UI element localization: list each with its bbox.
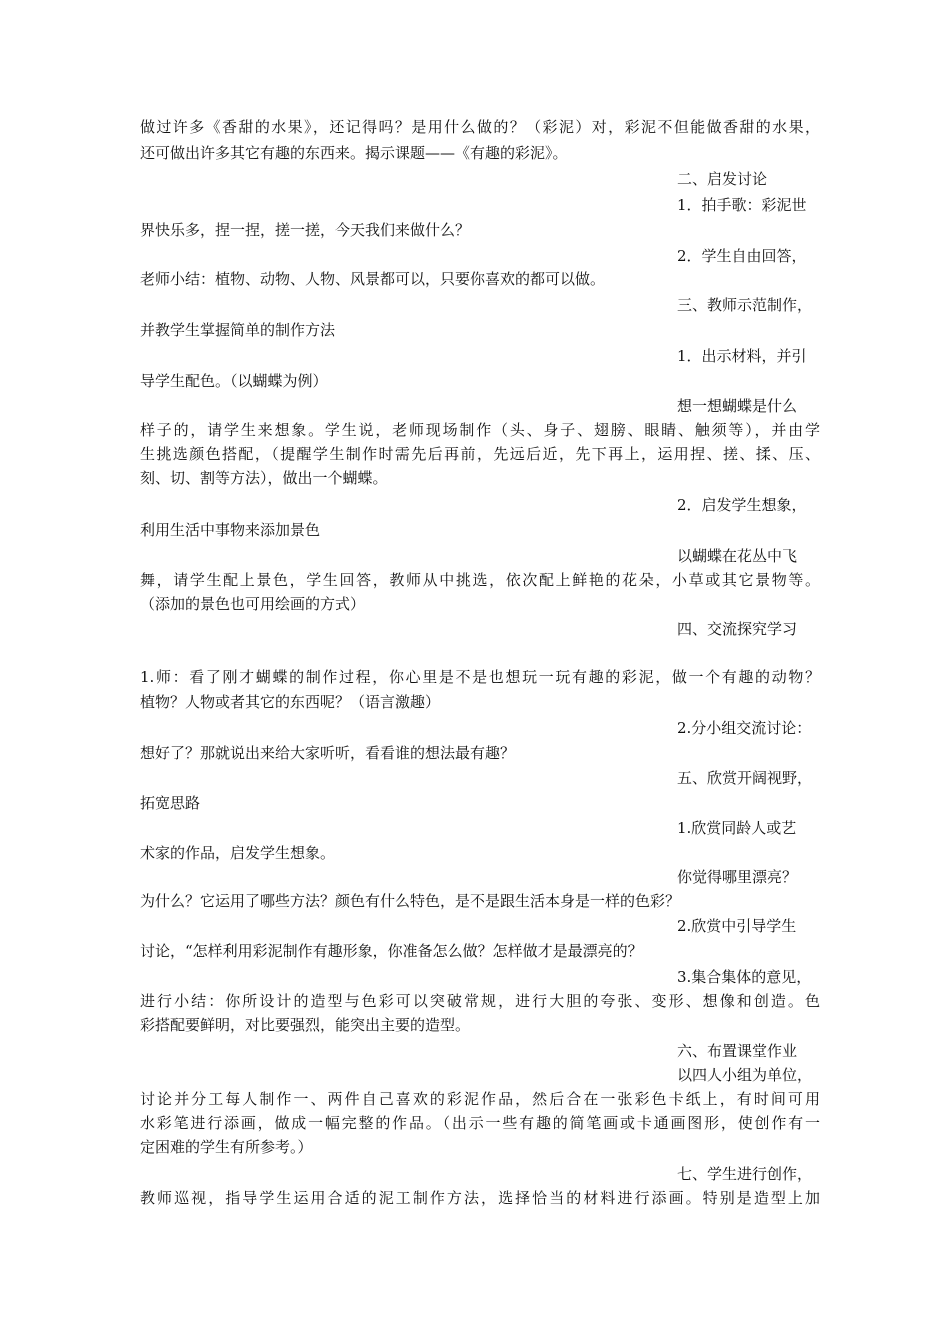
text-line: 2.分小组交流讨论：	[677, 719, 812, 737]
text-line: 为什么？它运用了哪些方法？颜色有什么特色，是不是跟生活本身是一样的色彩？	[140, 892, 681, 910]
text-line: 界快乐多，捏一捏，搓一搓，今天我们来做什么？	[140, 221, 471, 239]
text-line: （添加的景色也可用绘画的方式）	[140, 595, 366, 613]
text-line: 1.欣赏同龄人或艺	[677, 819, 797, 837]
text-line: 拓宽思路	[140, 794, 201, 812]
section-heading: 五、欣赏开阔视野，	[677, 769, 813, 787]
text-line: 舞，请学生配上景色，学生回答，教师从中挑选，依次配上鲜艳的花朵，小草或其它景物等。	[140, 571, 820, 589]
text-line: 教师巡视，指导学生运用合适的泥工制作方法，选择恰当的材料进行添画。特别是造型上加	[140, 1189, 820, 1207]
text-line: 3.集合集体的意见，	[677, 968, 812, 986]
text-line: 导学生配色。（以蝴蝶为例）	[140, 372, 328, 390]
text-line: 样子的，请学生来想象。学生说，老师现场制作（头、身子、翅膀、眼睛、触须等），并由学	[140, 421, 820, 439]
text-line: 以四人小组为单位，	[677, 1066, 813, 1084]
section-heading: 七、学生进行创作，	[677, 1165, 813, 1183]
text-line: 生挑选颜色搭配，（提醒学生制作时需先后再前，先远后近，先下再上，运用捏、搓、揉、压、	[140, 445, 820, 463]
text-line: 讨论，“怎样利用彩泥制作有趣形象，你准备怎么做？怎样做才是最漂亮的？	[140, 942, 643, 960]
text-line: 1．出示材料，并引	[677, 347, 807, 365]
text-line: 老师小结：植物、动物、人物、风景都可以，只要你喜欢的都可以做。	[140, 270, 606, 288]
text-line: 定困难的学生有所参考。）	[140, 1138, 313, 1156]
text-line: 2.欣赏中引导学生	[677, 917, 797, 935]
text-line: 以蝴蝶在花丛中飞	[677, 547, 798, 565]
text-line: 做过许多《香甜的水果》，还记得吗？是用什么做的？（彩泥）对，彩泥不但能做香甜的水果，	[140, 118, 820, 136]
text-line: 进行小结：你所设计的造型与色彩可以突破常规，进行大胆的夸张、变形、想像和创造。色	[140, 992, 820, 1010]
text-line: 1．拍手歌：彩泥世	[677, 196, 807, 214]
text-line: 2．启发学生想象，	[677, 496, 807, 514]
section-heading: 四、交流探究学习	[677, 620, 798, 638]
text-line: 你觉得哪里漂亮？	[677, 868, 798, 886]
text-line: 想一想蝴蝶是什么	[677, 397, 798, 415]
text-line: 彩搭配要鲜明，对比要强烈，能突出主要的造型。	[140, 1016, 471, 1034]
text-line: 还可做出许多其它有趣的东西来。揭示课题——《有趣的彩泥》。	[140, 144, 568, 162]
text-line: 想好了？那就说出来给大家听听，看看谁的想法最有趣？	[140, 744, 516, 762]
text-line: 2．学生自由回答，	[677, 247, 807, 265]
text-line: 术家的作品，启发学生想象。	[140, 844, 336, 862]
section-heading: 六、布置课堂作业	[677, 1042, 798, 1060]
text-line: 并教学生掌握简单的制作方法	[140, 321, 336, 339]
text-line: 水彩笔进行添画，做成一幅完整的作品。（出示一些有趣的简笔画或卡通画图形，使创作有一	[140, 1114, 820, 1132]
text-line: 1.师：看了刚才蝴蝶的制作过程，你心里是不是也想玩一玩有趣的彩泥，做一个有趣的动物？	[140, 668, 820, 686]
text-line: 利用生活中事物来添加景色	[140, 521, 321, 539]
text-line: 讨论并分工每人制作一、两件自己喜欢的彩泥作品，然后合在一张彩色卡纸上，有时间可用	[140, 1090, 820, 1108]
text-line: 植物？人物或者其它的东西呢？（语言激趣）	[140, 693, 441, 711]
section-heading: 三、教师示范制作，	[677, 296, 813, 314]
section-heading: 二、启发讨论	[677, 170, 768, 188]
text-line: 刻、切、割等方法），做出一个蝴蝶。	[140, 469, 388, 487]
